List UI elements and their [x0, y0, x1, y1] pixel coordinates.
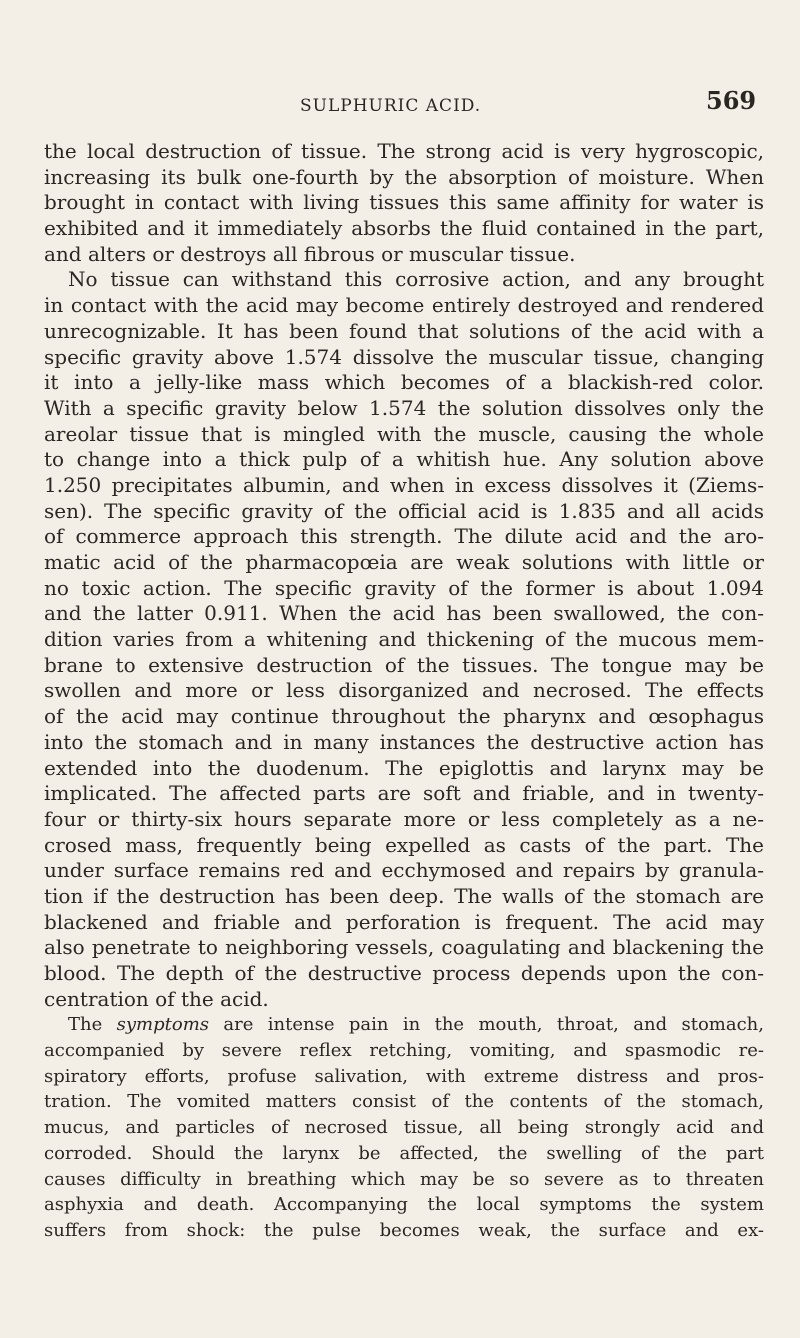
text-line: it into a jelly-like mass which becomes of a blackish-red color. — [44, 370, 764, 395]
paragraph-start-line: No tissue can withstand this corrosive action, and any brought — [68, 267, 764, 292]
running-title: SULPHURIC ACID. — [300, 96, 482, 116]
text-line: the local destruction of tissue. The strong acid is very hygroscopic, — [44, 139, 764, 163]
text-line: suffers from shock: the pulse becomes weak, the surface and ex- — [44, 1219, 764, 1241]
text-line: sen). The specific gravity of the official acid is 1.835 and all acids — [44, 498, 764, 523]
body-text — [44, 139, 764, 1244]
text-line: areolar tissue that is mingled with the muscle, causing the whole — [44, 421, 764, 446]
text-line: causes difficulty in breathing which may be so severe as to threaten — [44, 1168, 764, 1190]
text-line: and alters or destroys all fibrous or muscular tissue. — [44, 241, 576, 266]
text-line: corroded. Should the larynx be affected, the swelling of the part — [44, 1142, 764, 1164]
text-line: of the acid may continue throughout the pharynx and œsophagus — [44, 704, 764, 729]
running-head — [0, 82, 800, 116]
text-line: increasing its bulk one-fourth by the absorption of moisture. When — [44, 164, 764, 189]
text-line: exhibited and it immediately absorbs the fluid contained in the part, — [44, 216, 764, 241]
symptoms-rest: are intense pain in the mouth, throat, and stomach, — [209, 1014, 764, 1036]
text-line: With a specific gravity below 1.574 the solution dissolves only the — [44, 395, 764, 420]
text-line: brane to extensive destruction of the tissues. The tongue may be — [44, 652, 764, 677]
text-line: accompanied by severe reflex retching, vomiting, and spasmodic re- — [44, 1040, 764, 1062]
page-number: 569 — [706, 86, 757, 115]
text-line: crosed mass, frequently being expelled as casts of the part. The — [44, 832, 764, 857]
text-line: of commerce approach this strength. The dilute acid and the aro- — [44, 524, 764, 549]
text-line: implicated. The affected parts are soft and friable, and in twenty- — [44, 781, 764, 806]
text-line: matic acid of the pharmacopœia are weak solutions with little or — [44, 550, 764, 574]
text-line: spiratory efforts, profuse salivation, with extreme distress and pros- — [44, 1065, 764, 1087]
symptoms-term: symptoms — [116, 1014, 210, 1036]
symptoms-lead: The — [68, 1014, 117, 1036]
text-line: 1.250 precipitates albumin, and when in excess dissolves it (Ziems- — [44, 472, 764, 497]
text-line: blood. The depth of the destructive process depends upon the con- — [44, 961, 764, 985]
text-line: tion if the destruction has been deep. The walls of the stomach are — [44, 883, 764, 908]
text-line: asphyxia and death. Accompanying the local symptoms the system — [44, 1194, 764, 1216]
text-line: specific gravity above 1.574 dissolve the muscular tissue, changing — [44, 344, 764, 369]
text-line: also penetrate to neighboring vessels, coagulating and blackening the — [44, 935, 764, 960]
text-line: to change into a thick pulp of a whitish hue. Any solution above — [44, 447, 764, 472]
text-line: mucus, and particles of necrosed tissue, all being strongly acid and — [44, 1117, 764, 1139]
text-line: into the stomach and in many instances the destructive action has — [44, 729, 764, 754]
symptoms-paragraph-start — [44, 1012, 764, 1038]
text-line: extended into the duodenum. The epiglottis and larynx may be — [44, 755, 764, 780]
text-line: brought in contact with living tissues this same affinity for water is — [44, 190, 764, 215]
text-line: tration. The vomited matters consist of the contents of the stomach, — [44, 1091, 764, 1113]
text-line: dition varies from a whitening and thickening of the mucous mem- — [44, 627, 764, 652]
text-line: centration of the acid. — [44, 986, 269, 1011]
text-line: four or thirty-six hours separate more or less completely as a ne- — [44, 806, 764, 831]
text-line: swollen and more or less disorganized and necrosed. The effects — [44, 678, 764, 703]
text-line: and the latter 0.911. When the acid has been swallowed, the con- — [44, 601, 764, 626]
text-line: in contact with the acid may become entirely destroyed and rendered — [44, 293, 764, 318]
text-line: no toxic action. The specific gravity of the former is about 1.094 — [44, 575, 764, 600]
text-line: blackened and friable and perforation is frequent. The acid may — [44, 909, 764, 934]
text-line: unrecognizable. It has been found that solutions of the acid with a — [44, 318, 764, 343]
text-line: under surface remains red and ecchymosed and repairs by granula- — [44, 858, 764, 883]
